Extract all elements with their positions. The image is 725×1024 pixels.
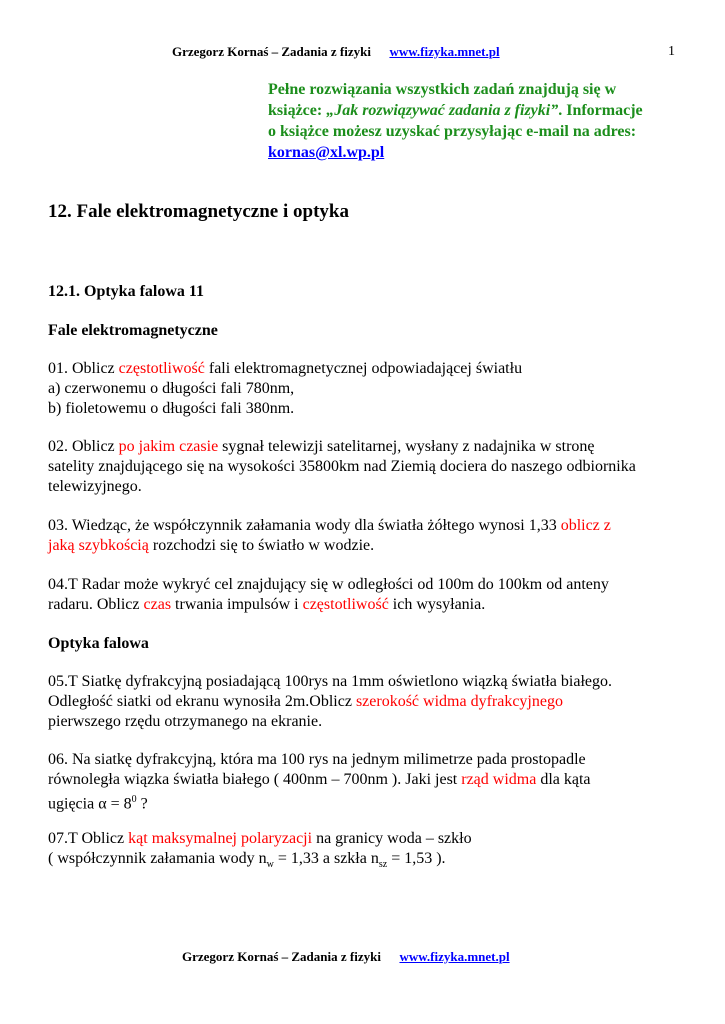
footer-author-title: Grzegorz Kornaś – Zadania z fizyki	[182, 949, 381, 964]
book-title: „Jak rozwiązywać zadania z fizyki”	[326, 102, 559, 119]
chapter-title: 12. Fale elektromagnetyczne i optyka	[48, 201, 349, 222]
notice-line-1: Pełne rozwiązania wszystkich zadań znajdują się w	[268, 81, 617, 98]
header-author-title: Grzegorz Kornaś – Zadania z fizyki	[172, 44, 371, 59]
notice-line-2: książce: „Jak rozwiązywać zadania z fizyki”. Informacje	[268, 102, 643, 119]
problem-03: 03. Wiedząc, że współczynnik załamania wody dla światła żółtego wynosi 1,33 oblicz z jaką szybkością rozchodzi się to światło w wodzie.	[48, 517, 611, 554]
page-header	[172, 44, 692, 60]
page-number: 1	[668, 44, 675, 59]
alpha-symbol: α	[98, 795, 107, 813]
problem-02: 02. Oblicz po jakim czasie sygnał telewizji satelitarnej, wysłany z nadajnika w stronę satelity znajdującego się na wysokości 35800km nad Ziemią dociera do naszego odbiornika telewizyjnego.	[48, 438, 636, 495]
problem-05: 05.T Siatkę dyfrakcyjną posiadającą 100rys na 1mm oświetlono wiązką światła białego. Odległość siatki od ekranu wynosiła 2m.Oblicz szerokość widma dyfrakcyjnego pierwszego rzędu otrzymanego na ekranie.	[48, 673, 612, 730]
book-notice	[268, 79, 698, 163]
problem-04: 04.T Radar może wykryć cel znajdujący się w odległości od 100m do 100km od anteny radaru. Oblicz czas trwania impulsów i częstotliwość ich wysyłania.	[48, 576, 609, 613]
email-link[interactable]: kornas@xl.wp.pl	[268, 144, 385, 161]
section-title: 12.1. Optyka falowa 11	[48, 283, 205, 300]
problem-06: 06. Na siatkę dyfrakcyjną, która ma 100 rys na jednym milimetrze pada prostopadle równoległa wiązka światła białego ( 400nm – 700nm ). Jaki jest rząd widma dla kąta ugięcia $\alpha = 8^0$ ?	[48, 751, 591, 813]
problem-07: 07.T Oblicz kąt maksymalnej polaryzacji na granicy woda – szkło ( współczynnik załamania wody $n_w = 1,33$ a szkła $n_{sz} = 1,53$ ).	[48, 830, 472, 871]
header-site-link[interactable]: www.fizyka.mnet.pl	[389, 44, 500, 59]
footer-site-link[interactable]: www.fizyka.mnet.pl	[399, 949, 510, 964]
page-footer	[182, 949, 702, 965]
notice-line-3: o książce możesz uzyskać przysyłając e-mail na adres:	[268, 123, 637, 140]
problem-01: 01. Oblicz częstotliwość fali elektromagnetycznej odpowiadającej światłu a) czerwonemu o długości fali 780nm, b) fioletowemu o długości fali 380nm.	[48, 360, 523, 417]
subsection-em-waves: Fale elektromagnetyczne	[48, 322, 218, 339]
subsection-wave-optics: Optyka falowa	[48, 635, 149, 652]
